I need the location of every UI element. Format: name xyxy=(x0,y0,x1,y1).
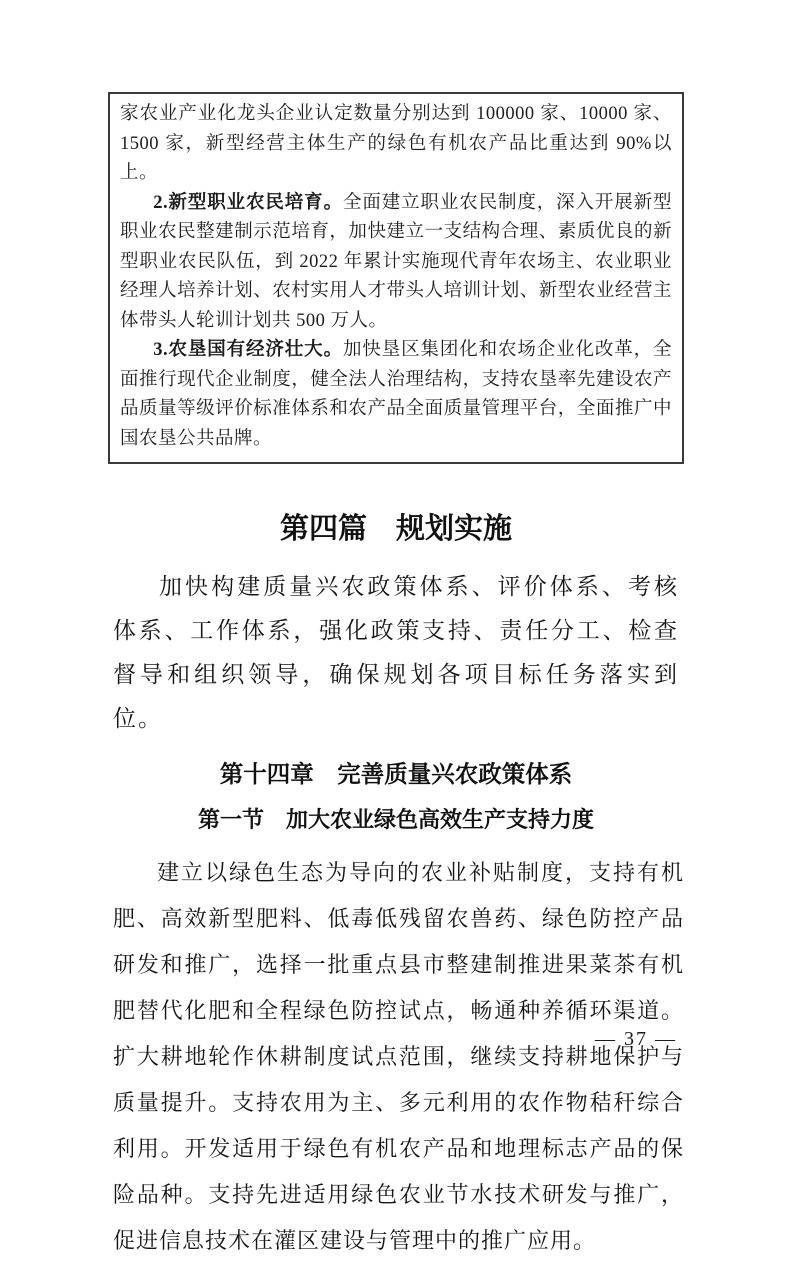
section-heading: 第一节 加大农业绿色高效生产支持力度 xyxy=(197,807,594,832)
page-number: — 37 — xyxy=(595,1028,677,1050)
box-paragraph-lead: 3.农垦国有经济壮大。 xyxy=(153,340,343,360)
box-paragraph-text: 全面建立职业农民制度，深入开展新型职业农民整建制示范培育，加快建立一支结构合理、素质优良的新型职业农民队伍，到 2022 年累计实施现代青年农场主、农业职业经理人培养计划、农村实用人才带头人培训计划、新型农业经营主体带头人轮训计划共 500 万人。 xyxy=(120,192,672,331)
part-title: 第四篇 规划实施 xyxy=(279,513,512,545)
box-paragraph xyxy=(120,100,672,189)
box-paragraph-text: 加快垦区集团化和农场企业化改革，全面推行现代企业制度，健全法人治理结构，支持农垦率先建设农产品质量等级评价标准体系和农产品全面质量管理平台，全面推广中国农垦公共品牌。 xyxy=(120,340,672,449)
body-paragraph: 建立以绿色生态为导向的农业补贴制度，支持有机肥、高效新型肥料、低毒低残留农兽药、绿色防控产品研发和推广，选择一批重点县市整建制推进果菜茶有机肥替代化肥和全程绿色防控试点，畅通种养循环渠道。扩大耕地轮作休耕制度试点范围，继续支持耕地保护与质量提升。支持农用为主、多元利用的农作物秸秆综合利用。开发适用于绿色有机农产品和地理标志产品的保险品种。支持先进适用绿色农业节水技术研发与推广，促进信息技术在灌区建设与管理中的推广应用。 xyxy=(113,860,684,1253)
box-paragraph-text: 家农业产业化龙头企业认定数量分别达到 100000 家、10000 家、1500 家，新型经营主体生产的绿色有机农产品比重达到 90%以上。 xyxy=(120,104,672,183)
chapter-heading: 第十四章 完善质量兴农政策体系 xyxy=(219,761,573,787)
intro-paragraph: 加快构建质量兴农政策体系、评价体系、考核体系、工作体系，强化政策支持、责任分工、检查督导和组织领导，确保规划各项目标任务落实到位。 xyxy=(113,574,679,731)
box-paragraph-lead: 2.新型职业农民培育。 xyxy=(153,192,343,213)
box-paragraph xyxy=(120,189,672,337)
box-paragraph xyxy=(120,336,672,454)
excerpt-box xyxy=(108,92,684,464)
